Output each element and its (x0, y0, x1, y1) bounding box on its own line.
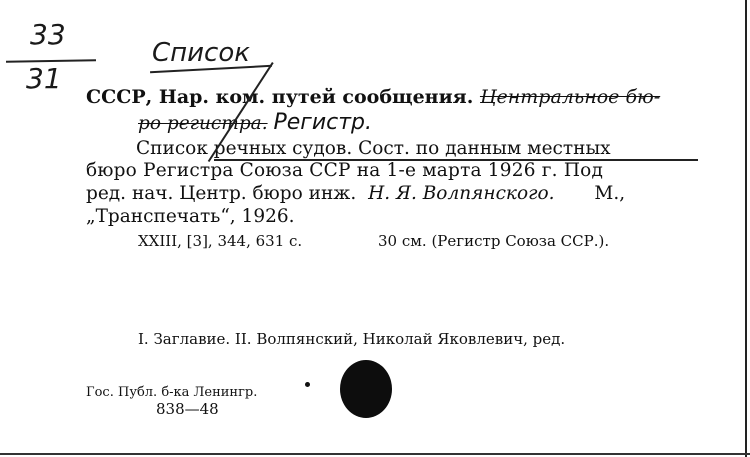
entry-line-4: бюро Регистра Союза ССР на 1-е марта 1926 г. Под (86, 160, 604, 181)
collation: XXIII, [3], 344, 631 с. (138, 232, 303, 250)
entry-line-5 (86, 183, 625, 204)
stamp-dot (305, 382, 310, 387)
card-number: 838—48 (156, 400, 219, 418)
editor-name: Н. Я. Волпянского. (368, 183, 555, 204)
series-note: 30 см. (Регистр Союза ССР.). (378, 232, 610, 250)
ink-blot (340, 360, 392, 418)
editor-prefix: ред. нач. Центр. бюро инж. (86, 183, 357, 204)
tracings: I. Заглавие. II. Волпянский, Николай Яковлевич, ред. (138, 330, 566, 348)
library-stamp-text: Гос. Публ. б-ка Ленингр. (86, 385, 258, 400)
card-bottom-edge (0, 453, 750, 455)
corporate-heading: СССР, Нар. ком. путей сообщения. (86, 86, 474, 108)
entry-line-2 (138, 110, 372, 135)
publisher-line: „Транспечать“, 1926. (86, 206, 295, 227)
card-right-edge (745, 0, 747, 457)
struck-text-1: Центральное бю- (479, 86, 661, 108)
shelf-mark-top: 33 (30, 18, 66, 51)
struck-text-2: ро регистра. (138, 113, 268, 134)
handwritten-heading: Список (152, 38, 250, 68)
entry-title-line: Список речных судов. Сост. по данным местных (136, 138, 611, 159)
publication-city: М., (594, 183, 626, 204)
entry-line-1 (86, 86, 660, 108)
handwritten-insertion: Регистр. (273, 110, 372, 135)
shelf-mark-bottom: 31 (26, 62, 62, 95)
